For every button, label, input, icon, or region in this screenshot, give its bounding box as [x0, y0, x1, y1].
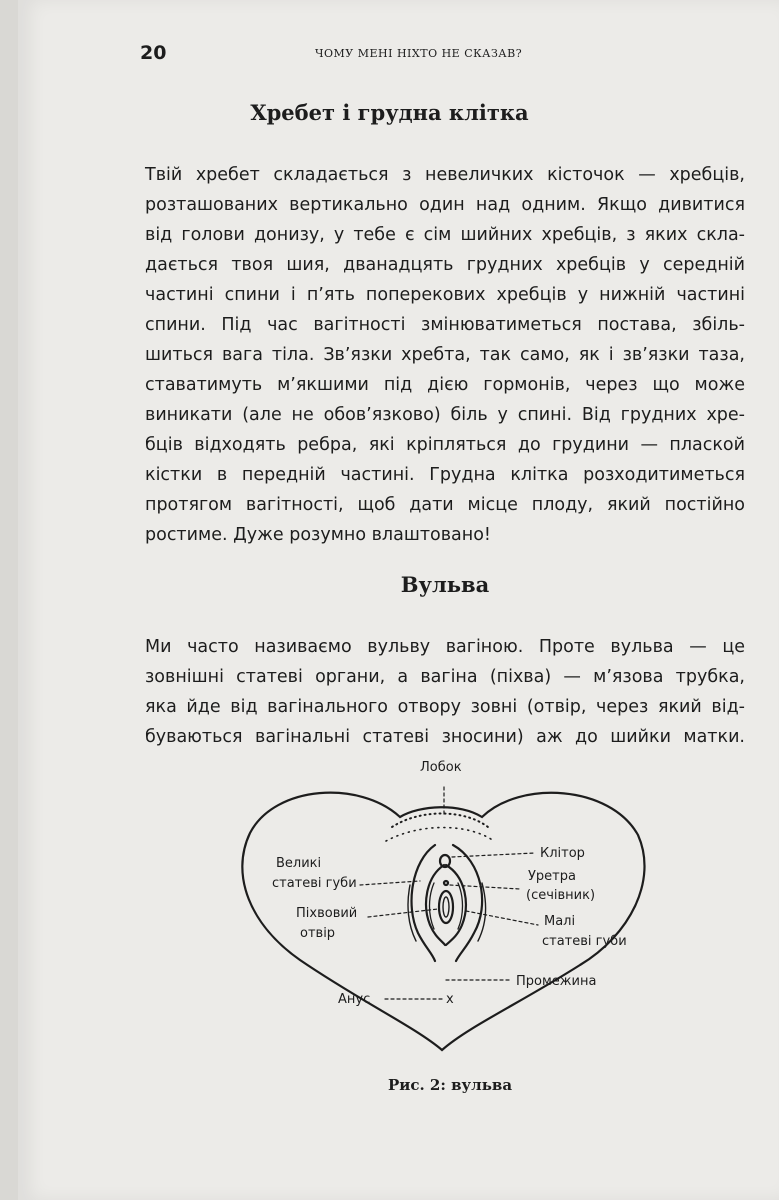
text-line: зовнішні статеві органи, а вагіна (піхва) — м’язова трубка,: [145, 667, 745, 687]
label-mons: Лобок: [420, 760, 462, 775]
label-perineum: Промежина: [516, 974, 597, 989]
label-vaginal-opening: Піхвовий: [296, 906, 358, 921]
section-title-vulva: Вульва: [400, 572, 490, 597]
labia-majora-left: [412, 845, 435, 961]
text-line: дається твоя шия, дванадцять грудних хребців у середній: [145, 255, 745, 275]
label-vaginal-opening: отвір: [300, 926, 336, 941]
text-line: від голови донизу, у тебе є сім шийних хребців, з яких скла-: [145, 225, 745, 245]
running-head: ЧОМУ МЕНІ НІХТО НЕ СКАЗАВ?: [315, 47, 523, 60]
mons-texture: [386, 828, 494, 842]
text-line: шиться вага тіла. Зв’язки хребта, так само, як і зв’язки таза,: [145, 345, 745, 365]
text-line: кістки в передній частині. Грудна клітка розходитиметься: [145, 465, 745, 485]
figure-caption: Рис. 2: вульва: [387, 1076, 513, 1094]
label-clitoris: Клітор: [540, 846, 585, 861]
urethra-shape: [444, 881, 448, 885]
label-labia-majora: статеві губи: [272, 876, 357, 891]
label-urethra: Уретра: [528, 869, 576, 884]
mons-texture: [392, 814, 488, 828]
page-number: 20: [140, 42, 167, 64]
text-line: розташованих вертикально один над одним. Якщо дивитися: [145, 195, 745, 215]
label-labia-majora: Великі: [276, 856, 322, 871]
paragraph-spine: [145, 160, 745, 550]
label-anus: Анус: [338, 992, 371, 1007]
text-line: частині спини і п’ять поперекових хребців у нижній частині: [145, 285, 745, 305]
paragraph-vulva: [145, 632, 745, 752]
text-line: ростиме. Дуже розумно влаштовано!: [145, 525, 491, 545]
section-title-spine: Хребет і грудна клітка: [250, 100, 529, 125]
label-labia-minora: Малі: [544, 914, 576, 929]
label-labia-minora: статеві губи: [542, 934, 627, 949]
label-urethra: (сечівник): [526, 888, 596, 903]
labia-minora-fold: [458, 883, 463, 929]
text-line: буваються вагінальні статеві зносини) аж до шийки матки.: [145, 727, 745, 747]
vaginal-opening-shape: [439, 891, 453, 923]
labia-minora-fold: [430, 883, 435, 929]
text-line: спини. Під час вагітності змінюватиметься постава, збіль-: [145, 315, 745, 335]
vulva-figure: [220, 760, 660, 1065]
text-line: яка йде від вагінального отвору зовні (отвір, через який від-: [145, 697, 745, 717]
text-line: Твій хребет складається з невеличких кісточок — хребців,: [145, 165, 745, 185]
text-line: протягом вагітності, щоб дати місце плоду, який постійно: [145, 495, 745, 515]
text-line: виникати (але не обов’язково) біль у спині. Від грудних хре-: [145, 405, 745, 425]
text-line: бців відходять ребра, які кріпляться до грудини — плаской: [145, 435, 745, 455]
text-line: ставатимуть м’якшими під дією гормонів, через що може: [145, 375, 745, 395]
anus-mark: x: [446, 992, 454, 1007]
labia-majora-right: [453, 845, 482, 961]
text-line: Ми часто називаємо вульву вагіною. Проте вульва — це: [145, 637, 745, 657]
vulva-illustration: [220, 765, 660, 1065]
vaginal-opening-inner: [443, 897, 449, 917]
